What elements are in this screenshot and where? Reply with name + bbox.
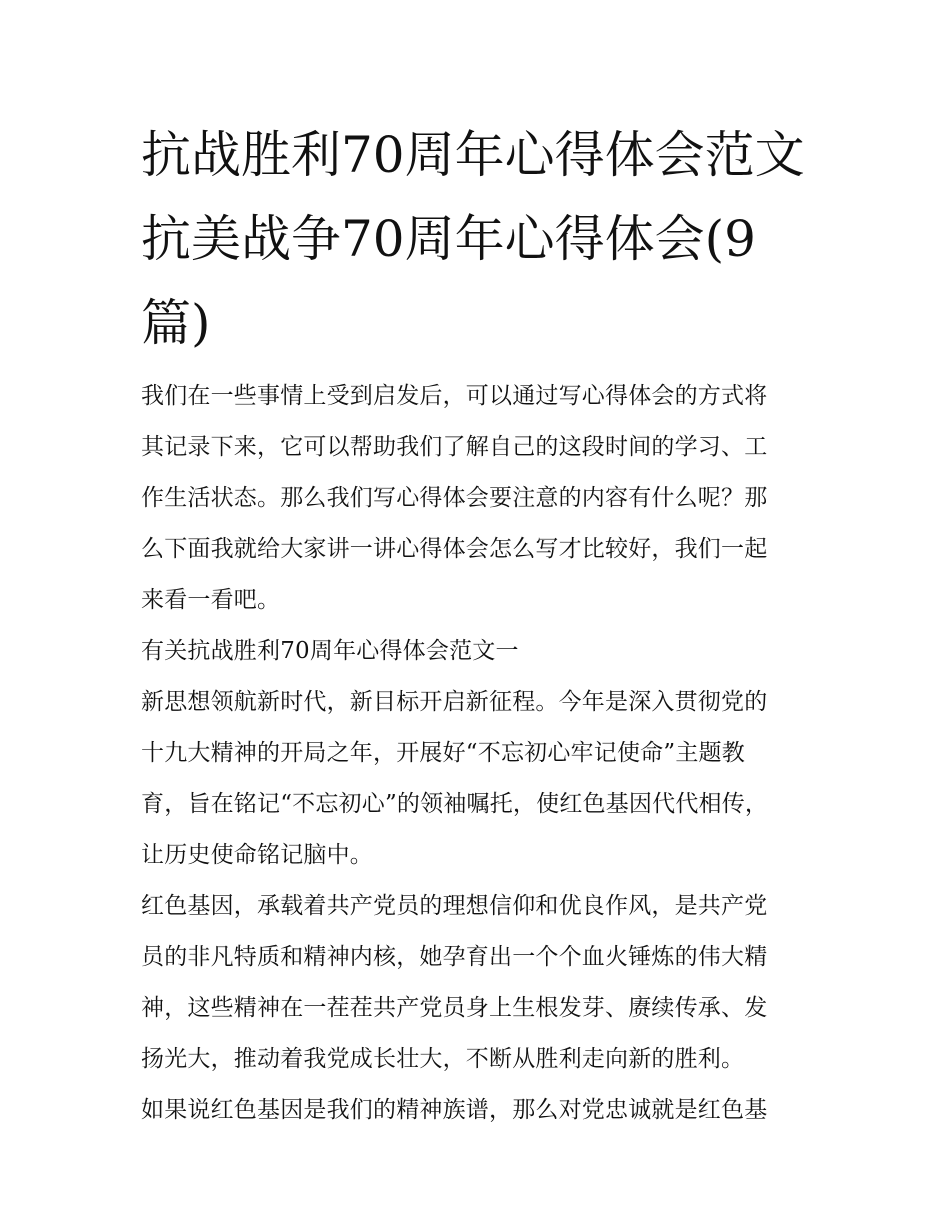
text-line: 让历史使命铭记脑中。 (141, 842, 373, 868)
text-line: 来看一看吧。 (141, 587, 281, 613)
document-title (141, 113, 821, 365)
title-line: 抗战胜利70周年心得体会范文 (141, 126, 805, 184)
text-line: 十九大精神的开局之年，开展好“不忘初心牢记使命”主题教 (141, 740, 745, 766)
text-line: 么下面我就给大家讲一讲心得体会怎么写才比较好，我们一起 (141, 536, 768, 562)
text-line: 如果说红色基因是我们的精神族谱，那么对党忠诚就是红色基 (141, 1097, 768, 1123)
text-line: 红色基因，承载着共产党员的理想信仰和优良作风，是共产党 (141, 893, 768, 919)
text-line: 我们在一些事情上受到启发后，可以通过写心得体会的方式将 (141, 383, 768, 409)
text-line: 新思想领航新时代，新目标开启新征程。今年是深入贯彻党的 (141, 689, 768, 715)
text-line: 扬光大，推动着我党成长壮大，不断从胜利走向新的胜利。 (141, 1046, 745, 1072)
document-page (141, 113, 821, 1136)
text-line: 育，旨在铭记“不忘初心”的领袖嘱托，使红色基因代代相传， (141, 791, 769, 817)
text-line: 作生活状态。那么我们写心得体会要注意的内容有什么呢？那 (141, 485, 768, 511)
title-line: 篇) (141, 294, 211, 352)
body-paragraph (141, 677, 821, 881)
body-paragraph (141, 1085, 821, 1136)
text-line: 员的非凡特质和精神内核，她孕育出一个个血火锤炼的伟大精 (141, 944, 768, 970)
body-paragraph (141, 881, 821, 1085)
text-line: 其记录下来，它可以帮助我们了解自己的这段时间的学习、工 (141, 434, 768, 460)
text-line: 有关抗战胜利70周年心得体会范文一 (141, 638, 519, 664)
section-heading (141, 626, 821, 677)
intro-paragraph (141, 371, 821, 626)
text-line: 神，这些精神在一茬茬共产党员身上生根发芽、赓续传承、发 (141, 995, 768, 1021)
title-line: 抗美战争70周年心得体会(9 (141, 210, 756, 268)
